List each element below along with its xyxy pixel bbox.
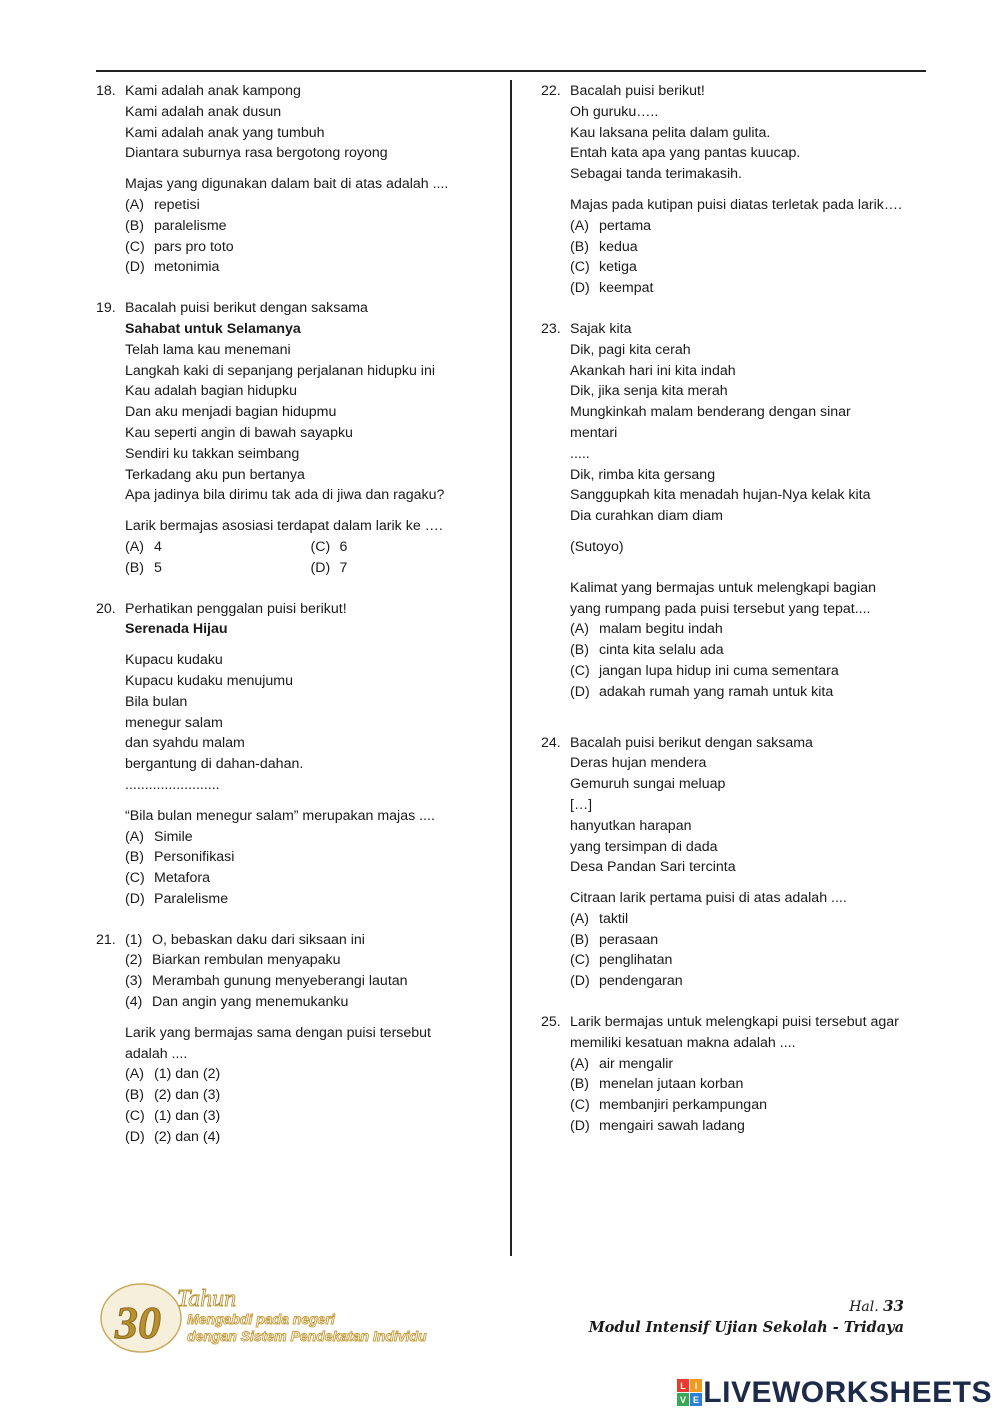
question-intro: memiliki kesatuan makna adalah ....	[570, 1034, 796, 1051]
question-prompt: Kalimat yang bermajas untuk melengkapi bagian	[570, 579, 877, 596]
option-b[interactable]	[125, 558, 311, 579]
option-label: (C)	[310, 538, 331, 555]
option-a[interactable]	[125, 537, 311, 558]
option-text: air mengalir	[599, 1055, 674, 1072]
question-25	[541, 1012, 931, 1137]
option-b[interactable]	[125, 216, 496, 237]
poem-line: hanyutkan harapan	[570, 817, 692, 834]
option-d[interactable]	[125, 889, 496, 910]
numbered-line	[125, 992, 496, 1013]
poem-title: Sahabat untuk Selamanya	[125, 320, 301, 337]
option-d[interactable]	[311, 558, 497, 579]
option-b[interactable]	[125, 1085, 496, 1106]
option-text: 7	[339, 559, 348, 576]
poem-line: Dik, jika senja kita merah	[570, 383, 728, 400]
option-label: (B)	[570, 238, 589, 255]
question-number: 21.	[96, 931, 116, 948]
option-label: (C)	[125, 238, 145, 255]
poem-line: Sanggupkah kita menadah hujan-Nya kelak kita	[570, 487, 871, 504]
option-label: (A)	[125, 196, 144, 213]
question-number: 20.	[96, 600, 116, 617]
question-prompt: yang rumpang pada puisi tersebut yang tepat....	[570, 600, 871, 617]
option-text: kedua	[599, 238, 638, 255]
option-text: ketiga	[599, 259, 637, 276]
liveworksheets-watermark[interactable]	[677, 1376, 992, 1410]
logo-number: 30	[115, 1297, 161, 1348]
option-a[interactable]	[570, 216, 931, 237]
option-d[interactable]	[570, 682, 931, 703]
poem-line: .....	[570, 445, 590, 462]
poem-line: Entah kata apa yang pantas kuucap.	[570, 145, 801, 162]
left-column	[96, 81, 496, 1148]
question-intro: Bacalah puisi berikut dengan saksama	[570, 734, 813, 751]
option-label: (D)	[570, 973, 590, 990]
option-text: metonimia	[154, 259, 220, 276]
option-label: (D)	[570, 683, 590, 700]
option-a[interactable]	[125, 1064, 496, 1085]
question-number: 18.	[96, 83, 116, 99]
option-label: (B)	[125, 217, 144, 234]
option-label: (C)	[570, 662, 590, 679]
option-c[interactable]	[570, 950, 931, 971]
poem-line: Kau adalah bagian hidupku	[125, 383, 297, 400]
option-b[interactable]	[570, 930, 931, 951]
poem-line: Dik, pagi kita cerah	[570, 341, 691, 358]
option-text: cinta kita selalu ada	[599, 642, 724, 659]
line-label: (2)	[125, 952, 143, 969]
option-label: (C)	[125, 1108, 145, 1125]
option-c[interactable]	[125, 1106, 496, 1127]
option-a[interactable]	[125, 827, 496, 848]
option-label: (D)	[125, 1128, 145, 1145]
question-18	[96, 81, 496, 278]
poem-line: ........................	[125, 776, 220, 793]
option-label: (A)	[570, 217, 589, 234]
question-24	[541, 733, 931, 993]
question-prompt: Majas yang digunakan dalam bait di atas adalah ....	[125, 176, 449, 193]
option-text: 5	[154, 559, 162, 576]
tile-letter: V	[680, 1395, 687, 1405]
option-text: pertama	[599, 217, 652, 234]
option-b[interactable]	[570, 1074, 931, 1095]
option-label: (B)	[570, 931, 589, 948]
option-label: (A)	[570, 1055, 589, 1072]
option-d[interactable]	[570, 971, 931, 992]
question-23	[541, 319, 931, 703]
option-c[interactable]	[570, 661, 931, 682]
option-text: 6	[339, 538, 348, 555]
option-a[interactable]	[570, 909, 931, 930]
question-prompt: Larik yang bermajas sama dengan puisi tersebut	[125, 1024, 431, 1041]
option-text: Paralelisme	[154, 890, 229, 907]
option-b[interactable]	[125, 847, 496, 868]
poem-line: yang tersimpan di dada	[570, 838, 718, 855]
option-label: (A)	[570, 621, 589, 638]
option-a[interactable]	[570, 1054, 931, 1075]
option-text: adakah rumah yang ramah untuk kita	[599, 683, 834, 700]
option-label: (B)	[570, 1076, 589, 1093]
option-c[interactable]	[311, 537, 497, 558]
question-prompt: Citraan larik pertama puisi di atas adalah ....	[570, 890, 847, 907]
poem-line: Dan aku menjadi bagian hidupmu	[125, 404, 337, 421]
option-text: membanjiri perkampungan	[599, 1097, 767, 1114]
option-label: (D)	[310, 559, 331, 576]
question-intro: Bacalah puisi berikut dengan saksama	[125, 300, 368, 317]
option-label: (C)	[570, 1097, 590, 1114]
page-label: Hal.	[849, 1299, 879, 1315]
option-label: (D)	[570, 1118, 590, 1135]
option-text: Metafora	[154, 870, 210, 887]
question-21	[96, 930, 496, 1148]
question-prompt: “Bila bulan menegur salam” merupakan majas ....	[125, 807, 435, 824]
option-b[interactable]	[570, 237, 931, 258]
tile-letter: L	[680, 1381, 687, 1391]
option-text: malam begitu indah	[599, 621, 723, 638]
poem-line: Sebagai tanda terimakasih.	[570, 166, 742, 183]
poem-line: Kupacu kudaku menujumu	[125, 672, 293, 689]
option-row	[125, 537, 496, 558]
question-number: 24.	[541, 734, 561, 751]
question-intro: Larik bermajas untuk melengkapi puisi tersebut agar	[570, 1014, 899, 1031]
line-text: Dan angin yang menemukanku	[152, 994, 349, 1011]
option-d[interactable]	[570, 1116, 931, 1137]
option-label: (B)	[570, 642, 589, 659]
page-number: 33	[883, 1297, 904, 1315]
option-c[interactable]	[570, 1095, 931, 1116]
poem-line: Kami adalah anak dusun	[125, 103, 282, 120]
option-text: taktil	[599, 910, 629, 927]
poem-line: Kami adalah anak yang tumbuh	[125, 124, 325, 141]
option-d[interactable]	[125, 257, 496, 278]
poem-line: Dia curahkan diam diam	[570, 508, 723, 525]
tile-letter: E	[693, 1395, 700, 1405]
logo-word: Tahun	[177, 1286, 237, 1312]
option-label: (A)	[570, 910, 589, 927]
option-d[interactable]	[125, 1127, 496, 1148]
line-label: (3)	[125, 973, 143, 990]
poem-line: menegur salam	[125, 714, 223, 731]
numbered-line	[125, 950, 496, 971]
poem-line: Telah lama kau menemani	[125, 341, 291, 358]
question-number: 23.	[541, 320, 561, 337]
option-text: paralelisme	[154, 217, 227, 234]
poem-line: […]	[570, 796, 593, 813]
option-text: mengairi sawah ladang	[599, 1118, 745, 1135]
option-label: (C)	[125, 870, 145, 887]
option-label: (D)	[570, 280, 590, 297]
option-label: (B)	[125, 1087, 144, 1104]
option-text: 4	[154, 538, 162, 555]
question-number: 19.	[96, 300, 116, 317]
option-label: (B)	[125, 849, 144, 866]
option-label: (C)	[570, 952, 590, 969]
logo-line-2: dengan Sistem Pendekatan Individu	[187, 1328, 427, 1344]
poem-line: Bila bulan	[125, 693, 188, 710]
module-title: Modul Intensif Ujian Sekolah - Tridaya	[588, 1319, 904, 1336]
poem-line: dan syahdu malam	[125, 735, 245, 752]
option-label: (A)	[125, 538, 144, 555]
page-meta	[589, 1296, 904, 1339]
line-text: Merambah gunung menyeberangi lautan	[152, 973, 408, 990]
option-text: penglihatan	[599, 952, 673, 969]
numbered-line	[125, 971, 496, 992]
option-label: (A)	[125, 1066, 144, 1083]
question-number: 22.	[541, 83, 561, 99]
option-a[interactable]	[125, 195, 496, 216]
logo-line-1: Mengabdi pada negeri	[187, 1311, 335, 1327]
option-c[interactable]	[570, 257, 931, 278]
poem-title: Serenada Hijau	[125, 621, 228, 638]
poem-line: Sendiri ku takkan seimbang	[125, 445, 300, 462]
poem-line: Apa jadinya bila dirimu tak ada di jiwa dan ragaku?	[125, 487, 445, 504]
option-text: keempat	[599, 280, 654, 297]
question-prompt: Larik bermajas asosiasi terdapat dalam larik ke ….	[125, 518, 443, 535]
anniversary-logo	[95, 1280, 445, 1362]
poem-line: Langkah kaki di sepanjang perjalanan hidupku ini	[125, 362, 435, 379]
question-intro: Sajak kita	[570, 320, 632, 337]
poem-line: mentari	[570, 424, 618, 441]
question-number: 25.	[541, 1014, 561, 1031]
question-prompt: adalah ....	[125, 1045, 188, 1062]
option-d[interactable]	[570, 278, 931, 299]
poem-author: (Sutoyo)	[570, 538, 624, 555]
poem-line: Deras hujan mendera	[570, 755, 707, 772]
poem-line: bergantung di dahan-dahan.	[125, 756, 304, 773]
liveworksheets-wordmark: LIVEWORKSHEETS	[703, 1376, 992, 1409]
poem-line: Gemuruh sungai meluap	[570, 776, 726, 793]
line-text: Biarkan rembulan menyapaku	[152, 952, 341, 969]
question-20	[96, 599, 496, 910]
poem-line: Kau seperti angin di bawah sayapku	[125, 424, 353, 441]
option-text: Personifikasi	[154, 849, 235, 866]
option-text: repetisi	[154, 196, 200, 213]
question-prompt: Majas pada kutipan puisi diatas terletak pada larik….	[570, 196, 903, 213]
option-text: jangan lupa hidup ini cuma sementara	[599, 662, 839, 679]
option-c[interactable]	[125, 237, 496, 258]
option-label: (A)	[125, 828, 144, 845]
option-label: (B)	[125, 559, 144, 576]
option-text: (2) dan (4)	[154, 1128, 221, 1145]
option-text: pars pro toto	[154, 238, 234, 255]
option-text: (2) dan (3)	[154, 1087, 221, 1104]
question-19	[96, 298, 496, 578]
right-column	[541, 81, 931, 1137]
option-text: (1) dan (3)	[154, 1108, 221, 1125]
poem-line: Kau laksana pelita dalam gulita.	[570, 124, 771, 141]
option-label: (C)	[570, 259, 590, 276]
option-c[interactable]	[125, 868, 496, 889]
option-text: perasaan	[599, 931, 659, 948]
line-label: (1)	[125, 931, 143, 948]
poem-line: Terkadang aku pun bertanya	[125, 466, 305, 483]
column-divider	[510, 80, 512, 1256]
poem-line: Kami adalah anak kampong	[125, 83, 301, 99]
option-text: menelan jutaan korban	[599, 1076, 744, 1093]
page-number-line	[589, 1296, 904, 1317]
poem-line: Dik, rimba kita gersang	[570, 466, 716, 483]
option-text: pendengaran	[599, 973, 683, 990]
line-text: O, bebaskan daku dari siksaan ini	[152, 931, 365, 948]
option-label: (D)	[125, 890, 145, 907]
option-text: (1) dan (2)	[154, 1066, 221, 1083]
question-intro: Bacalah puisi berikut!	[570, 83, 705, 99]
tile-letter: I	[695, 1381, 698, 1391]
top-rule	[96, 70, 926, 72]
option-b[interactable]	[570, 640, 931, 661]
line-label: (4)	[125, 994, 143, 1011]
option-a[interactable]	[570, 619, 931, 640]
option-label: (D)	[125, 259, 145, 276]
option-row	[125, 558, 496, 579]
question-22	[541, 81, 931, 299]
question-intro: Perhatikan penggalan puisi berikut!	[125, 600, 347, 617]
poem-line: Diantara suburnya rasa bergotong royong	[125, 145, 388, 162]
poem-line: Desa Pandan Sari tercinta	[570, 859, 736, 876]
liveworksheets-logo-icon	[677, 1379, 703, 1407]
poem-line: Oh guruku…..	[570, 103, 659, 120]
poem-line: Kupacu kudaku	[125, 652, 223, 669]
poem-line: Mungkinkah malam benderang dengan sinar	[570, 404, 851, 421]
option-text: Simile	[154, 828, 193, 845]
numbered-line	[125, 930, 496, 951]
poem-line: Akankah hari ini kita indah	[570, 362, 736, 379]
